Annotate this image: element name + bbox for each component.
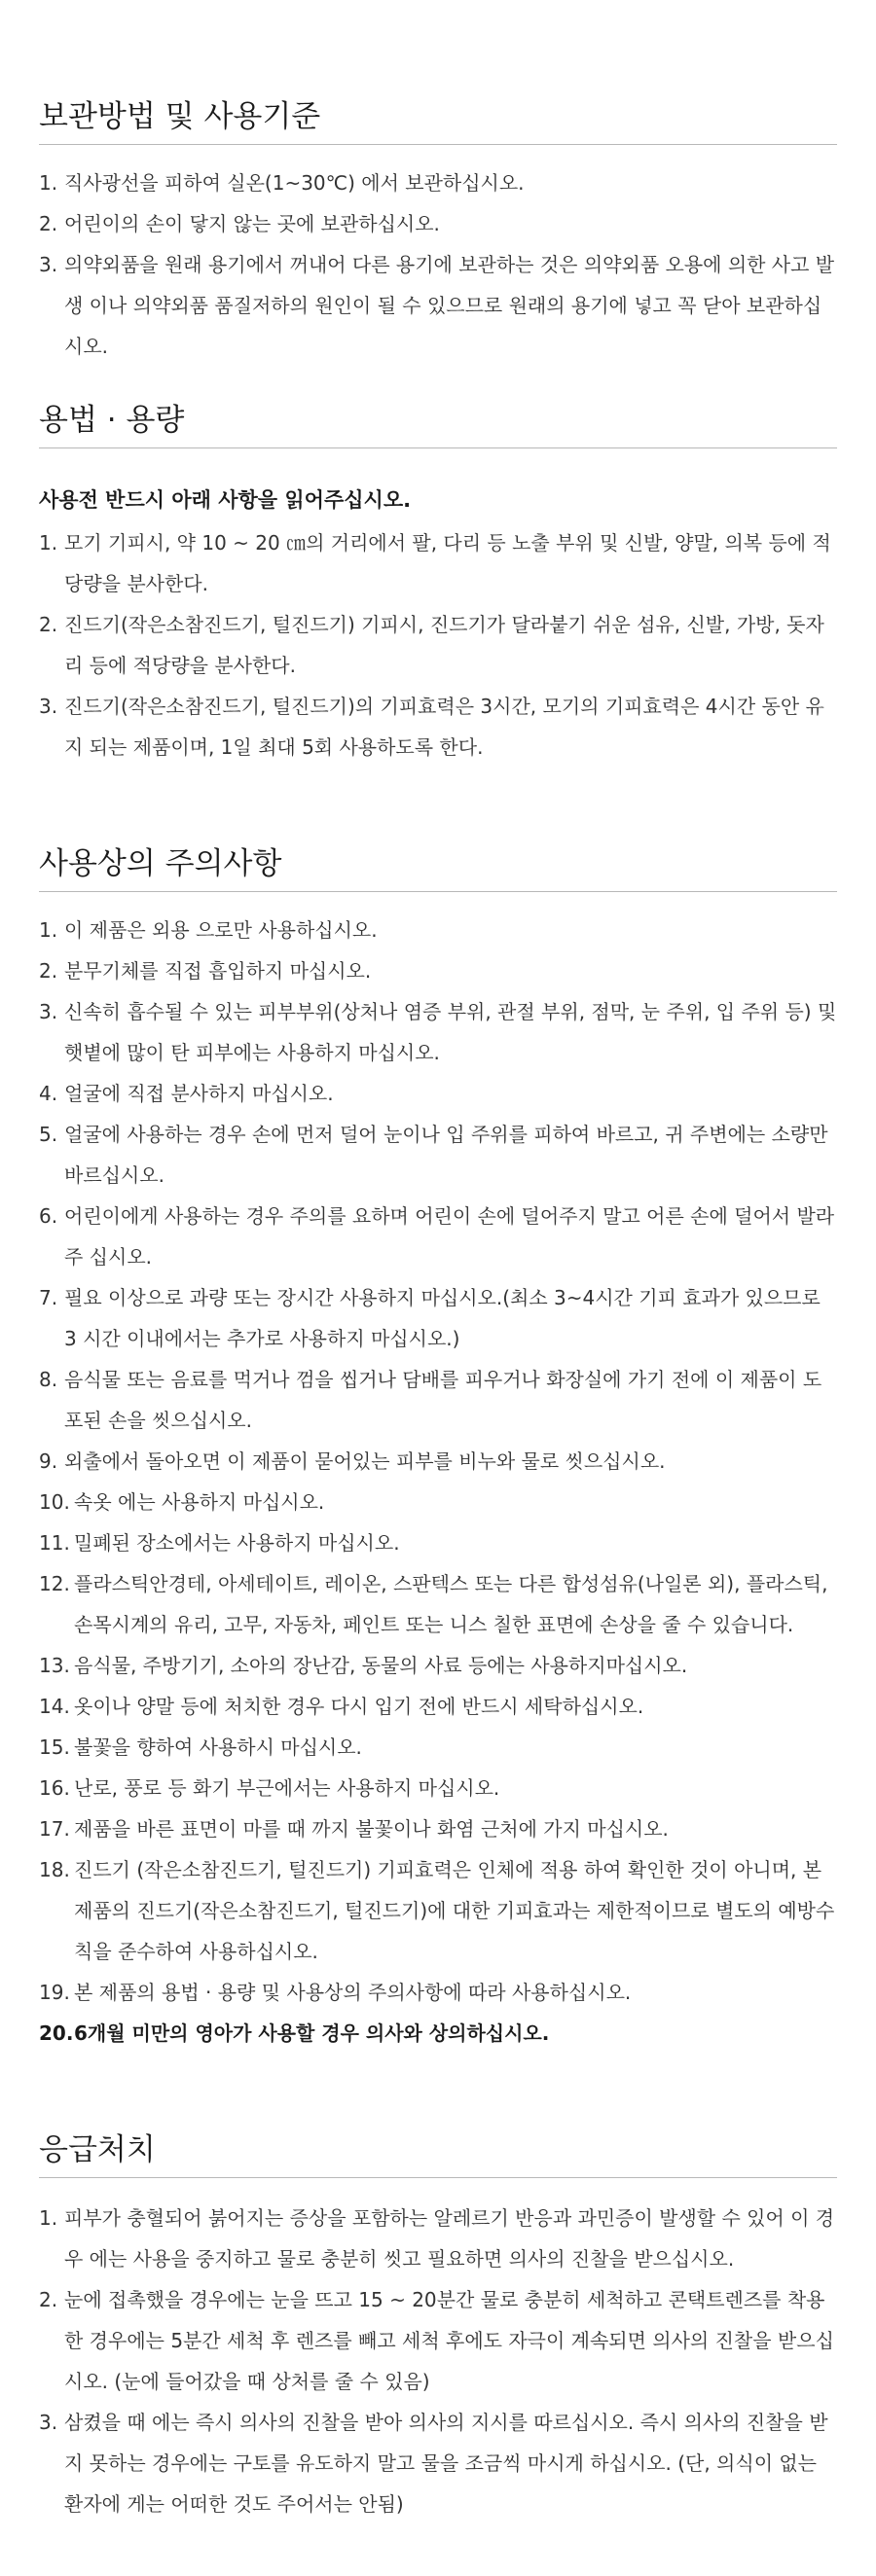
item-number: 10. <box>39 1490 70 1514</box>
item-number: 7. <box>39 1286 58 1309</box>
list-item <box>39 991 837 1073</box>
list-item <box>39 1768 837 1808</box>
item-text: 필요 이상으로 과량 또는 장시간 사용하지 마십시오.(최소 3~4시간 기피 효과가 있으므로 3 시간 이내에서는 추가로 사용하지 마십시오.) <box>64 1286 821 1350</box>
item-number: 15. <box>39 1735 70 1759</box>
item-text: 삼켰을 때 에는 즉시 의사의 진찰을 받아 의사의 지시를 따르십시오. 즉시 의사의 진찰을 받지 못하는 경우에는 구토를 유도하지 말고 물을 조금씩 마시게 하십시오. (단, 의식이 없는 환자에 게는 어떠한 것도 주어서는 안됨) <box>64 2411 828 2516</box>
item-number: 16. <box>39 1776 70 1800</box>
list-item <box>39 1727 837 1768</box>
item-number: 2. <box>39 613 58 636</box>
item-number: 5. <box>39 1123 58 1146</box>
list-item <box>39 1563 837 1645</box>
item-text: 분무기체를 직접 흡입하지 마십시오. <box>64 959 372 983</box>
item-text: 진드기 (작은소참진드기, 털진드기) 기피효력은 인체에 적용 하여 확인한 것이 아니며, 본 제품의 진드기(작은소참진드기, 털진드기)에 대한 기피효과는 제한적이므로 별도의 예방수 칙을 준수하여 사용하십시오. <box>74 1858 835 1963</box>
item-text: 6개월 미만의 영아가 사용할 경우 의사와 상의하십시오. <box>74 2021 550 2045</box>
item-number: 2. <box>39 212 58 235</box>
item-text: 밀폐된 장소에서는 사용하지 마십시오. <box>74 1531 400 1555</box>
dosage-lead: 사용전 반드시 아래 사항을 읽어주십시오. <box>39 488 412 512</box>
list-item <box>39 1073 837 1114</box>
dosage-list <box>39 522 837 768</box>
item-number: 14. <box>39 1695 70 1718</box>
list-item <box>39 1114 837 1196</box>
item-number: 4. <box>39 1082 58 1105</box>
list-item <box>39 950 837 991</box>
list-item <box>39 1196 837 1277</box>
item-number: 17. <box>39 1817 70 1841</box>
list-item <box>39 1277 837 1359</box>
list-item <box>39 162 837 203</box>
list-item <box>39 203 837 244</box>
dosage-title: 용법 · 용량 <box>39 401 837 448</box>
list-item <box>39 2402 837 2524</box>
item-text: 외출에서 돌아오면 이 제품이 묻어있는 피부를 비누와 물로 씻으십시오. <box>64 1449 666 1473</box>
caution-title: 사용상의 주의사항 <box>39 844 837 892</box>
item-text: 어린이의 손이 닿지 않는 곳에 보관하십시오. <box>64 212 440 235</box>
item-text: 난로, 풍로 등 화기 부근에서는 사용하지 마십시오. <box>74 1776 500 1800</box>
item-number: 2. <box>39 2288 58 2311</box>
item-number: 3. <box>39 253 58 276</box>
item-number: 9. <box>39 1449 58 1473</box>
item-text: 눈에 접촉했을 경우에는 눈을 뜨고 15 ~ 20분간 물로 충분히 세척하고 콘택트렌즈를 착용한 경우에는 5분간 세척 후 렌즈를 빼고 세척 후에도 자극이 계속되면 의사의 진찰을 받으십시오. (눈에 들어갔을 때 상처를 줄 수 있음) <box>64 2288 834 2393</box>
list-item <box>39 1522 837 1563</box>
first-aid-title: 응급처치 <box>39 2130 837 2178</box>
list-item <box>39 1972 837 2013</box>
item-number: 3. <box>39 695 58 718</box>
list-item <box>39 522 837 604</box>
item-text: 얼굴에 직접 분사하지 마십시오. <box>64 1082 334 1105</box>
list-item <box>39 2198 837 2279</box>
item-text: 이 제품은 외용 으로만 사용하십시오. <box>64 918 378 942</box>
caution-list <box>39 910 837 2054</box>
item-number: 20. <box>39 2021 74 2045</box>
item-number: 12. <box>39 1572 70 1595</box>
item-text: 피부가 충혈되어 붉어지는 증상을 포함하는 알레르기 반응과 과민증이 발생할 수 있어 이 경우 에는 사용을 중지하고 물로 충분히 씻고 필요하면 의사의 진찰을 받으십시오. <box>64 2206 835 2271</box>
list-item <box>39 604 837 686</box>
item-number: 13. <box>39 1654 70 1677</box>
item-text: 플라스틱안경테, 아세테이트, 레이온, 스판텍스 또는 다른 합성섬유(나일론 외), 플라스틱, 손목시계의 유리, 고무, 자동차, 페인트 또는 니스 칠한 표면에 손상을 줄 수 있습니다. <box>74 1572 828 1636</box>
item-text: 얼굴에 사용하는 경우 손에 먼저 덜어 눈이나 입 주위를 피하여 바르고, 귀 주변에는 소량만 바르십시오. <box>64 1123 828 1187</box>
list-item <box>39 244 837 367</box>
item-number: 3. <box>39 1000 58 1023</box>
storage-section <box>39 97 837 367</box>
item-text: 모기 기피시, 약 10 ~ 20 ㎝의 거리에서 팔, 다리 등 노출 부위 및 신발, 양말, 의복 등에 적 당량을 분사한다. <box>64 531 831 595</box>
first-aid-list <box>39 2198 837 2524</box>
item-number: 6. <box>39 1204 58 1228</box>
item-number: 19. <box>39 1981 70 2004</box>
dosage-section <box>39 401 837 768</box>
list-item <box>39 2013 837 2054</box>
list-item <box>39 910 837 950</box>
item-text: 신속히 흡수될 수 있는 피부부위(상처나 염증 부위, 관절 부위, 점막, 눈 주위, 입 주위 등) 및 햇볕에 많이 탄 피부에는 사용하지 마십시오. <box>64 1000 837 1064</box>
item-text: 본 제품의 용법 · 용량 및 사용상의 주의사항에 따라 사용하십시오. <box>74 1981 632 2004</box>
caution-section <box>39 844 837 2054</box>
item-text: 음식물 또는 음료를 먹거나 껌을 씹거나 담배를 피우거나 화장실에 가기 전에 이 제품이 도포된 손을 씻으십시오. <box>64 1368 822 1432</box>
storage-list <box>39 162 837 367</box>
list-item <box>39 2279 837 2402</box>
item-text: 의약외품을 원래 용기에서 꺼내어 다른 용기에 보관하는 것은 의약외품 오용에 의한 사고 발생 이나 의약외품 품질저하의 원인이 될 수 있으므로 원래의 용기에 넣고 꼭 닫아 보관하십시오. <box>64 253 835 358</box>
item-text: 직사광선을 피하여 실온(1~30℃) 에서 보관하십시오. <box>64 171 525 195</box>
item-number: 2. <box>39 959 58 983</box>
item-number: 8. <box>39 1368 58 1391</box>
item-number: 11. <box>39 1531 70 1555</box>
item-text: 제품을 바른 표면이 마를 때 까지 불꽃이나 화염 근처에 가지 마십시오. <box>74 1817 669 1841</box>
item-number: 1. <box>39 531 58 555</box>
list-item <box>39 686 837 768</box>
list-item <box>39 1686 837 1727</box>
item-number: 18. <box>39 1858 70 1881</box>
item-number: 1. <box>39 2206 58 2230</box>
item-number: 3. <box>39 2411 58 2434</box>
list-item <box>39 1359 837 1441</box>
item-number: 1. <box>39 171 58 195</box>
list-item <box>39 1441 837 1482</box>
item-text: 불꽃을 향하여 사용하시 마십시오. <box>74 1735 362 1759</box>
list-item <box>39 1808 837 1849</box>
item-text: 진드기(작은소참진드기, 털진드기) 기피시, 진드기가 달라붙기 쉬운 섬유, 신발, 가방, 돗자리 등에 적당량을 분사한다. <box>64 613 824 677</box>
item-text: 음식물, 주방기기, 소아의 장난감, 동물의 사료 등에는 사용하지마십시오. <box>74 1654 688 1677</box>
item-text: 진드기(작은소참진드기, 털진드기)의 기피효력은 3시간, 모기의 기피효력은 4시간 동안 유지 되는 제품이며, 1일 최대 5회 사용하도록 한다. <box>64 695 824 759</box>
item-text: 속옷 에는 사용하지 마십시오. <box>74 1490 325 1514</box>
list-item <box>39 1849 837 1972</box>
storage-title: 보관방법 및 사용기준 <box>39 97 837 145</box>
item-text: 어린이에게 사용하는 경우 주의를 요하며 어린이 손에 덜어주지 말고 어른 손에 덜어서 발라주 십시오. <box>64 1204 835 1269</box>
first-aid-section <box>39 2130 837 2524</box>
list-item <box>39 1482 837 1522</box>
list-item <box>39 1645 837 1686</box>
item-number: 1. <box>39 918 58 942</box>
item-text: 옷이나 양말 등에 처치한 경우 다시 입기 전에 반드시 세탁하십시오. <box>74 1695 644 1718</box>
